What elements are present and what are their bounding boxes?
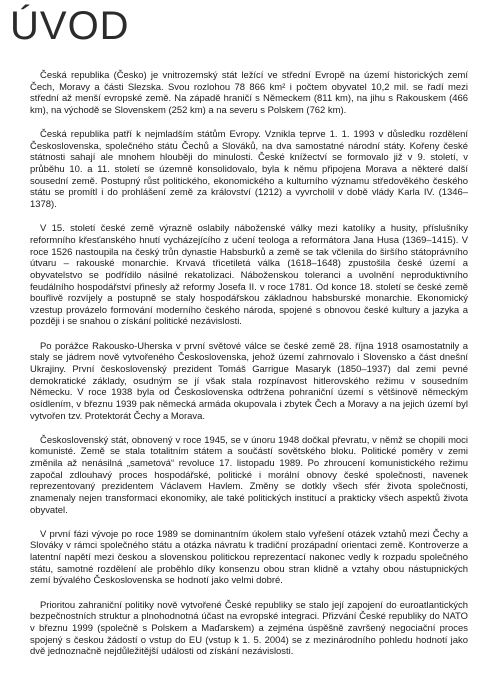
paragraph-introduction: Česká republika (Česko) je vnitrozemský stát ležící ve střední Evropě na území historických zemí Čech, Moravy a části Slezska. Svou rozlohou 78 866 km² i počtem obyvatel 10,2 mil. se řadí mezi střední až menší evropské země. Na západě hraničí s Německem (811 km), na jihu s Rakouskem (466 km), na východě se Slovenskem (252 km) a na severu s Polskem (762 km). xyxy=(30,70,468,116)
paragraph-communist-era: Československý stát, obnovený v roce 1945, se v únoru 1948 dočkal převratu, v němž se chopili moci komunisté. Země se stala totalitním státem a součástí sovětského bloku. Politické poměry v zemi změnila až nenásilná „sametová“ revoluce 17. listopadu 1989. Po zhroucení komunistického režimu započal zdlouhavý proces hospodářské, politické i morální obnovy české společnosti, navenek reprezentovaný prezidentem Václavem Havlem. Změny se dotkly všech sfér života společnosti, znamenaly nejen transformaci ekonomiky, ale také politických institucí a prakticky všech aspektů života obyvatel. xyxy=(30,434,468,516)
paragraph-split: V první fázi vývoje po roce 1989 se dominantním úkolem stalo vyřešení otázek vztahů mezi Čechy a Slováky v rámci společného státu a otázka návratu k tradiční prozápadní orientaci země. Kontroverze a latentní napětí mezi českou a slovenskou politickou reprezentací nakonec vedly k rozpadu společného státu, samotné rozdělení ale proběhlo díky konsenzu obou stran klidně a vztahy obou nástupnických zemí bývalého Československa se hodnotí jako velmi dobré. xyxy=(30,528,468,587)
paragraph-state-origins: Česká republika patří k nejmladším státům Evropy. Vznikla teprve 1. 1. 1993 v důsledku rozdělení Československa, společného státu Čechů a Slováků, na dva samostatné národní státy. Kořeny české státnosti sahají ale mnohem hlouběji do minulosti. České knížectví se formovalo již v 9. století, v průběhu 10. a 11. století se územně konsolidovalo, byla k němu připojena Morava a některé další sousední země. Postupný růst politického, ekonomického a kulturního významu středověkého českého státu se promítl i do prohlášení země za království (1212) a vyvrcholil v době vlády Karla IV. (1346–1378). xyxy=(30,129,468,211)
page-title: ÚVOD xyxy=(10,4,130,48)
paragraph-czechoslovakia-founding: Po porážce Rakousko-Uherska v první světové válce se české země 28. října 1918 osamostatnily a staly se jádrem nově vytvořeného Československa, jehož území zahrnovalo i Slovensko a část dnešní Ukrajiny. První československý prezident Tomáš Garrigue Masaryk (1850–1937) dal zemi pevné demokratické základy, osudným se jí však stala rozpínavost hitlerovského režimu v sousedním Německu. V roce 1938 byla od Československa odtržena pohraniční území s většinově německým osídlením, v březnu 1939 pak německá armáda okupovala i zbytek Čech a Moravy a na jejich území byl vytvořen tzv. Protektorát Čechy a Morava. xyxy=(30,340,468,422)
paragraph-foreign-policy: Prioritou zahraniční politiky nově vytvořené České republiky se stalo její zapojení do euroatlantických bezpečnostních struktur a plnohodnotná účast na evropské integraci. Přizvání České republiky do NATO v březnu 1999 (společně s Polskem a Maďarskem) a zejména úspěšně završený negociační proces spojený s českou žádostí o vstup do EU (vstup k 1. 5. 2004) se z mezinárodního pohledu hodnotí jako dvě jednoznačně nejdůležitější události od získání nezávislosti. xyxy=(30,599,468,658)
paragraph-habsburg-era: V 15. století české země výrazně oslabily náboženské války mezi katolíky a husity, příslušníky reformního křesťanského hnutí vycházejícího z učení teologa a reformátora Jana Husa (1369–1415). V roce 1526 nastoupila na český trůn dynastie Habsburků a země se tak včlenila do širšího státoprávního útvaru – rakouské monarchie. Krvavá třicetiletá válka (1618–1648) zpustošila české území a obyvatelstvo se podřídilo násilné rekatolizaci. Náboženskou toleranci a uvolnění neproduktivního feudálního hospodářství přinesly až reformy Josefa II. v roce 1781. Od konce 18. století se české země bouřlivě rozvíjely a postupně se staly hospodářskou základnou habsburské monarchie. Ekonomický vzestup provázelo formování moderního českého národa, spojené s obnovou české kultury a jazyka a později i se snahou o získání politické nezávislosti. xyxy=(30,223,468,328)
body-text xyxy=(30,70,468,670)
